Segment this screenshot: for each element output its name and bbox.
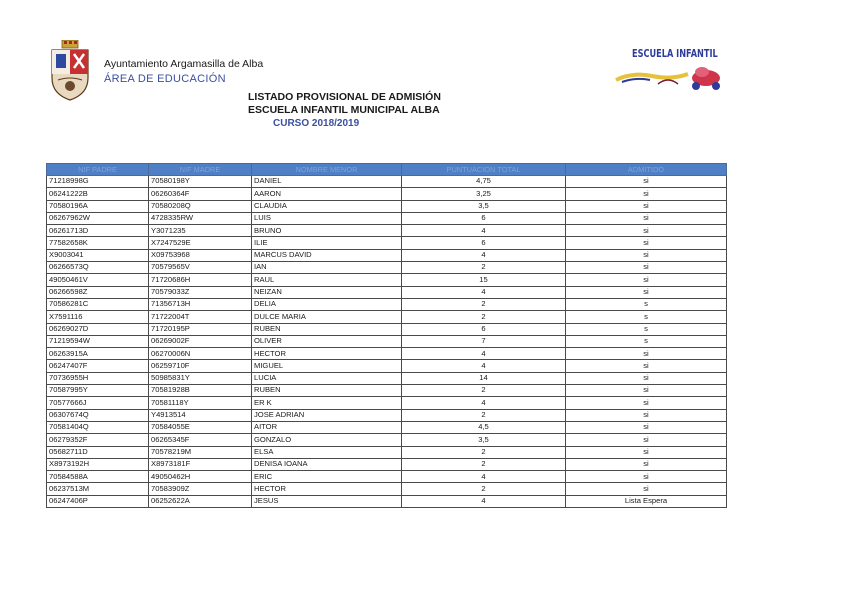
puntuacion-cell: 4: [402, 225, 566, 237]
admitido-cell: si: [566, 286, 727, 298]
nif-madre-cell: 06265345F: [149, 434, 252, 446]
nif-padre-cell: 06261713D: [47, 225, 149, 237]
nombre-menor-cell: JESUS: [252, 495, 402, 507]
admitido-cell: si: [566, 471, 727, 483]
table-row: [47, 311, 727, 323]
puntuacion-cell: 6: [402, 323, 566, 335]
table-row: [47, 360, 727, 372]
puntuacion-cell: 6: [402, 212, 566, 224]
nombre-menor-cell: OLIVER: [252, 335, 402, 347]
nombre-menor-cell: ER K: [252, 397, 402, 409]
nif-madre-cell: X7247529E: [149, 237, 252, 249]
admitido-cell: si: [566, 421, 727, 433]
admitido-cell: si: [566, 483, 727, 495]
department-name: ÁREA DE EDUCACIÓN: [104, 73, 226, 85]
puntuacion-cell: 2: [402, 262, 566, 274]
nombre-menor-cell: DELIA: [252, 298, 402, 310]
nombre-menor-cell: HECTOR: [252, 348, 402, 360]
puntuacion-cell: 4: [402, 471, 566, 483]
table-row: [47, 225, 727, 237]
nif-padre-cell: 06263915A: [47, 348, 149, 360]
nif-padre-cell: 06266598Z: [47, 286, 149, 298]
nombre-menor-cell: DANIEL: [252, 176, 402, 188]
puntuacion-cell: 2: [402, 483, 566, 495]
nif-padre-cell: 49050461V: [47, 274, 149, 286]
puntuacion-cell: 2: [402, 458, 566, 470]
puntuacion-cell: 3,5: [402, 434, 566, 446]
nif-padre-cell: X9003041: [47, 249, 149, 261]
nombre-menor-cell: RUBEN: [252, 385, 402, 397]
admitido-cell: si: [566, 397, 727, 409]
nif-madre-cell: 06269002F: [149, 335, 252, 347]
admitido-cell: si: [566, 409, 727, 421]
nif-padre-cell: 06307674Q: [47, 409, 149, 421]
table-row: [47, 200, 727, 212]
puntuacion-cell: 3,5: [402, 200, 566, 212]
nombre-menor-cell: LUIS: [252, 212, 402, 224]
table-row: [47, 262, 727, 274]
nif-padre-cell: 70586281C: [47, 298, 149, 310]
puntuacion-cell: 4: [402, 348, 566, 360]
puntuacion-cell: 2: [402, 409, 566, 421]
nif-madre-cell: 70584055E: [149, 421, 252, 433]
table-row: [47, 298, 727, 310]
admitido-cell: s: [566, 335, 727, 347]
nif-padre-cell: 06269027D: [47, 323, 149, 335]
table-row: [47, 348, 727, 360]
admitido-cell: s: [566, 311, 727, 323]
admitido-cell: si: [566, 434, 727, 446]
nif-padre-cell: 71218998G: [47, 176, 149, 188]
column-header-nif-padre: NIF PADRE: [47, 164, 149, 176]
nombre-menor-cell: AITOR: [252, 421, 402, 433]
admitido-cell: si: [566, 225, 727, 237]
admitido-cell: si: [566, 458, 727, 470]
nif-madre-cell: 4728335RW: [149, 212, 252, 224]
admitido-cell: si: [566, 348, 727, 360]
column-header-puntuacion: PUNTUACION TOTAL: [402, 164, 566, 176]
nif-madre-cell: 70581118Y: [149, 397, 252, 409]
puntuacion-cell: 7: [402, 335, 566, 347]
table-row: [47, 249, 727, 261]
table-row: [47, 483, 727, 495]
nif-madre-cell: 50985831Y: [149, 372, 252, 384]
nif-madre-cell: 71720195P: [149, 323, 252, 335]
nombre-menor-cell: BRUNO: [252, 225, 402, 237]
puntuacion-cell: 4,75: [402, 176, 566, 188]
table-row: [47, 471, 727, 483]
nif-padre-cell: X7591116: [47, 311, 149, 323]
municipal-crest-icon: [48, 40, 92, 102]
puntuacion-cell: 2: [402, 298, 566, 310]
document-title: LISTADO PROVISIONAL DE ADMISIÓN: [248, 91, 441, 103]
nombre-menor-cell: ELSA: [252, 446, 402, 458]
table-row: [47, 409, 727, 421]
table-row: [47, 176, 727, 188]
nombre-menor-cell: CLAUDIA: [252, 200, 402, 212]
nombre-menor-cell: NEIZAN: [252, 286, 402, 298]
nombre-menor-cell: RAUL: [252, 274, 402, 286]
nif-madre-cell: 71722004T: [149, 311, 252, 323]
nif-padre-cell: 06266573Q: [47, 262, 149, 274]
admitido-cell: si: [566, 237, 727, 249]
nombre-menor-cell: GONZALO: [252, 434, 402, 446]
nif-madre-cell: 49050462H: [149, 471, 252, 483]
column-header-nombre-menor: NOMBRE MENOR: [252, 164, 402, 176]
nif-padre-cell: 70736955H: [47, 372, 149, 384]
nif-madre-cell: Y4913514: [149, 409, 252, 421]
puntuacion-cell: 4,5: [402, 421, 566, 433]
admitido-cell: si: [566, 274, 727, 286]
puntuacion-cell: 4: [402, 286, 566, 298]
nif-madre-cell: 06252622A: [149, 495, 252, 507]
nif-madre-cell: 06270006N: [149, 348, 252, 360]
nombre-menor-cell: JOSE ADRIAN: [252, 409, 402, 421]
nif-padre-cell: 77582658K: [47, 237, 149, 249]
nif-padre-cell: 70581404Q: [47, 421, 149, 433]
admitido-cell: si: [566, 446, 727, 458]
admitido-cell: si: [566, 188, 727, 200]
nombre-menor-cell: ILIE: [252, 237, 402, 249]
column-header-nif-madre: NIF MADRE: [149, 164, 252, 176]
table-row: [47, 446, 727, 458]
nif-padre-cell: 06237513M: [47, 483, 149, 495]
nif-padre-cell: 06279352F: [47, 434, 149, 446]
puntuacion-cell: 4: [402, 249, 566, 261]
admitido-cell: s: [566, 298, 727, 310]
table-row: [47, 421, 727, 433]
column-header-admitido: ADMITIDO: [566, 164, 727, 176]
nif-madre-cell: 70580208Q: [149, 200, 252, 212]
organization-name: Ayuntamiento Argamasilla de Alba: [104, 58, 264, 70]
nombre-menor-cell: HECTOR: [252, 483, 402, 495]
admitido-cell: si: [566, 212, 727, 224]
puntuacion-cell: 14: [402, 372, 566, 384]
admitido-cell: si: [566, 360, 727, 372]
nif-padre-cell: 05682711D: [47, 446, 149, 458]
nif-madre-cell: X09753968: [149, 249, 252, 261]
nif-padre-cell: 70584588A: [47, 471, 149, 483]
nif-padre-cell: 06241222B: [47, 188, 149, 200]
nombre-menor-cell: DENISA IOANA: [252, 458, 402, 470]
puntuacion-cell: 4: [402, 397, 566, 409]
table-row: [47, 323, 727, 335]
admitido-cell: si: [566, 249, 727, 261]
admission-table: [46, 163, 727, 508]
table-row: [47, 335, 727, 347]
table-row: [47, 212, 727, 224]
nif-madre-cell: 70578219M: [149, 446, 252, 458]
nif-madre-cell: 70580198Y: [149, 176, 252, 188]
nif-madre-cell: 06259710F: [149, 360, 252, 372]
nombre-menor-cell: MIGUEL: [252, 360, 402, 372]
nif-madre-cell: 70579033Z: [149, 286, 252, 298]
puntuacion-cell: 4: [402, 360, 566, 372]
admitido-cell: si: [566, 372, 727, 384]
admitido-cell: si: [566, 176, 727, 188]
table-row: [47, 372, 727, 384]
nif-padre-cell: 06267962W: [47, 212, 149, 224]
nombre-menor-cell: ERIC: [252, 471, 402, 483]
puntuacion-cell: 15: [402, 274, 566, 286]
admitido-cell: si: [566, 200, 727, 212]
course-label: CURSO 2018/2019: [273, 118, 360, 129]
table-row: [47, 458, 727, 470]
nif-madre-cell: 71356713H: [149, 298, 252, 310]
admitido-cell: Lista Espera: [566, 495, 727, 507]
nif-padre-cell: 71219594W: [47, 335, 149, 347]
table-row: [47, 385, 727, 397]
nif-madre-cell: X8973181F: [149, 458, 252, 470]
puntuacion-cell: 6: [402, 237, 566, 249]
table-row: [47, 495, 727, 507]
nif-madre-cell: 70583909Z: [149, 483, 252, 495]
nif-padre-cell: 70580196A: [47, 200, 149, 212]
nombre-menor-cell: LUCIA: [252, 372, 402, 384]
table-row: [47, 286, 727, 298]
document-subtitle: ESCUELA INFANTIL MUNICIPAL ALBA: [248, 104, 440, 116]
nombre-menor-cell: IAN: [252, 262, 402, 274]
table-row: [47, 434, 727, 446]
school-logo-text: ESCUELA INFANTIL: [632, 48, 718, 60]
puntuacion-cell: 2: [402, 311, 566, 323]
table-header-row: [47, 164, 727, 176]
nif-padre-cell: X8973192H: [47, 458, 149, 470]
puntuacion-cell: 2: [402, 446, 566, 458]
table-row: [47, 397, 727, 409]
puntuacion-cell: 2: [402, 385, 566, 397]
puntuacion-cell: 4: [402, 495, 566, 507]
nombre-menor-cell: AARON: [252, 188, 402, 200]
nif-padre-cell: 70577666J: [47, 397, 149, 409]
nif-madre-cell: 06260364F: [149, 188, 252, 200]
table-row: [47, 188, 727, 200]
nif-padre-cell: 70587995Y: [47, 385, 149, 397]
admitido-cell: si: [566, 385, 727, 397]
table-row: [47, 237, 727, 249]
nif-madre-cell: 70581928B: [149, 385, 252, 397]
nif-padre-cell: 06247406P: [47, 495, 149, 507]
nombre-menor-cell: MARCUS DAVID: [252, 249, 402, 261]
nombre-menor-cell: RUBEN: [252, 323, 402, 335]
nif-madre-cell: 71720686H: [149, 274, 252, 286]
nif-padre-cell: 06247407F: [47, 360, 149, 372]
table-row: [47, 274, 727, 286]
admitido-cell: si: [566, 262, 727, 274]
nombre-menor-cell: DULCE MARIA: [252, 311, 402, 323]
nif-madre-cell: Y3071235: [149, 225, 252, 237]
nif-madre-cell: 70579565V: [149, 262, 252, 274]
admitido-cell: s: [566, 323, 727, 335]
puntuacion-cell: 3,25: [402, 188, 566, 200]
